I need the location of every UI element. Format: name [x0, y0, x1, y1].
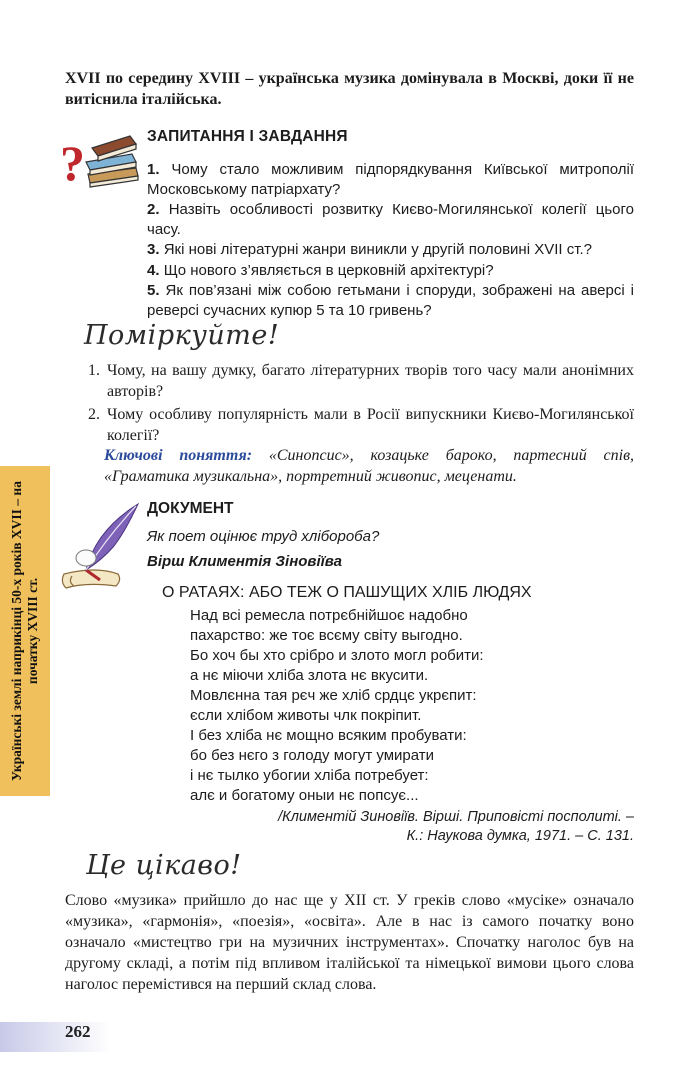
think-heading: Поміркуйте! — [84, 320, 280, 351]
think-item: 1. Чому, на вашу думку, багато літературних творів того часу мали анонімних авторів? — [88, 362, 634, 400]
svg-text:?: ? — [60, 135, 85, 190]
poem-source — [200, 808, 634, 846]
intro-paragraph: XVII по середину XVIII – українська музика домінувала в Москві, доки її не витіснила італійська. — [65, 70, 634, 108]
document-heading: ДОКУМЕНТ — [147, 500, 234, 517]
poem-line: алє и богатому оныи нє попсує... — [190, 787, 419, 804]
questions-heading: ЗАПИТАННЯ І ЗАВДАННЯ — [147, 128, 348, 145]
poem-line: Над всі ремесла потрєбнійшоє надобно — [190, 607, 468, 624]
document-question: Як поет оцінює труд хлібороба? — [147, 528, 380, 545]
poem-heading: О РАТАЯХ: АБО ТЕЖ О ПАШУЩИХ ХЛІБ ЛЮДЯХ — [162, 584, 532, 601]
books-question-icon — [60, 128, 142, 190]
quill-scroll-icon — [56, 500, 142, 592]
interesting-heading: Це цікаво! — [86, 850, 242, 881]
poem-line: і нє тылко убогии хліба потребует: — [190, 767, 429, 784]
key-concepts-label: Ключові поняття: — [104, 447, 253, 464]
source-line: /Климентій Зиновіїв. Вірші. Приповісті посполиті. – — [278, 809, 634, 825]
question-item: 1. Чому стало можливим підпорядкування Київської митрополії Московському патріархату? — [147, 161, 635, 198]
poem-line: Мовлєнна тая рєч же хліб срдцє укрєпит: — [190, 687, 477, 704]
question-item: 2. Назвіть особливості розвитку Києво-Могилянської колегії цього часу. — [147, 201, 634, 238]
source-line: К.: Наукова думка, 1971. – С. 131. — [406, 828, 634, 844]
think-item: 2. Чому особливу популярність мали в Росії випускники Києво-Могилянської колегії? — [88, 406, 634, 444]
key-concepts — [104, 445, 634, 487]
poem-line: єсли хлібом животы члк покріпит. — [190, 707, 422, 724]
question-item: 4. Що нового з’являється в церковній архітектурі? — [147, 261, 494, 279]
chapter-side-tab — [0, 466, 50, 796]
poem-lines — [190, 606, 484, 806]
chapter-side-tab-text: Українські землі наприкінці 50-х років XVII – на початку XVIII ст. — [9, 481, 40, 781]
think-list — [88, 360, 634, 448]
poem-author-title: Вірш Климентія Зіновіїва — [147, 553, 343, 570]
page-number: 262 — [65, 1022, 91, 1041]
poem-line: а нє міючи хліба злота нє вкусити. — [190, 667, 429, 684]
poem-line: І без хліба нє мощно всяким пробувати: — [190, 727, 467, 744]
interesting-paragraph: Слово «музика» прийшло до нас ще у XII ст. У греків слово «мусіке» означало «музика», «гармонія», «поезія», «освіта». Але в нас із самого початку воно означало «мистецтво гри на музичних інструментах». Спочатку наголос був на другому складі, а потім під впливом італійської та німецької вимови цього слова наголос перемістився на перший склад слова. — [65, 892, 634, 993]
page-number-bar — [0, 1022, 110, 1052]
questions-list — [147, 160, 634, 321]
poem-line: Бо хоч бы хто срібро и злото могл робити: — [190, 647, 484, 664]
poem-line: пахарство: же тоє всєму світу выгодно. — [190, 627, 463, 644]
poem-line: бо без нєго з голоду могут умирати — [190, 747, 435, 764]
key-concepts-text: «Синопсис», козацьке бароко, партесний спів, «Граматика музикальна», портретний живопис, меценати. — [104, 447, 635, 485]
question-item: 5. Як пов’язані між собою гетьмани і споруди, зображені на аверсі і реверсі сучасних купюр 5 та 10 гривень? — [147, 282, 634, 319]
question-item: 3. Які нові літературні жанри виникли у другій половині XVII ст.? — [147, 241, 592, 258]
